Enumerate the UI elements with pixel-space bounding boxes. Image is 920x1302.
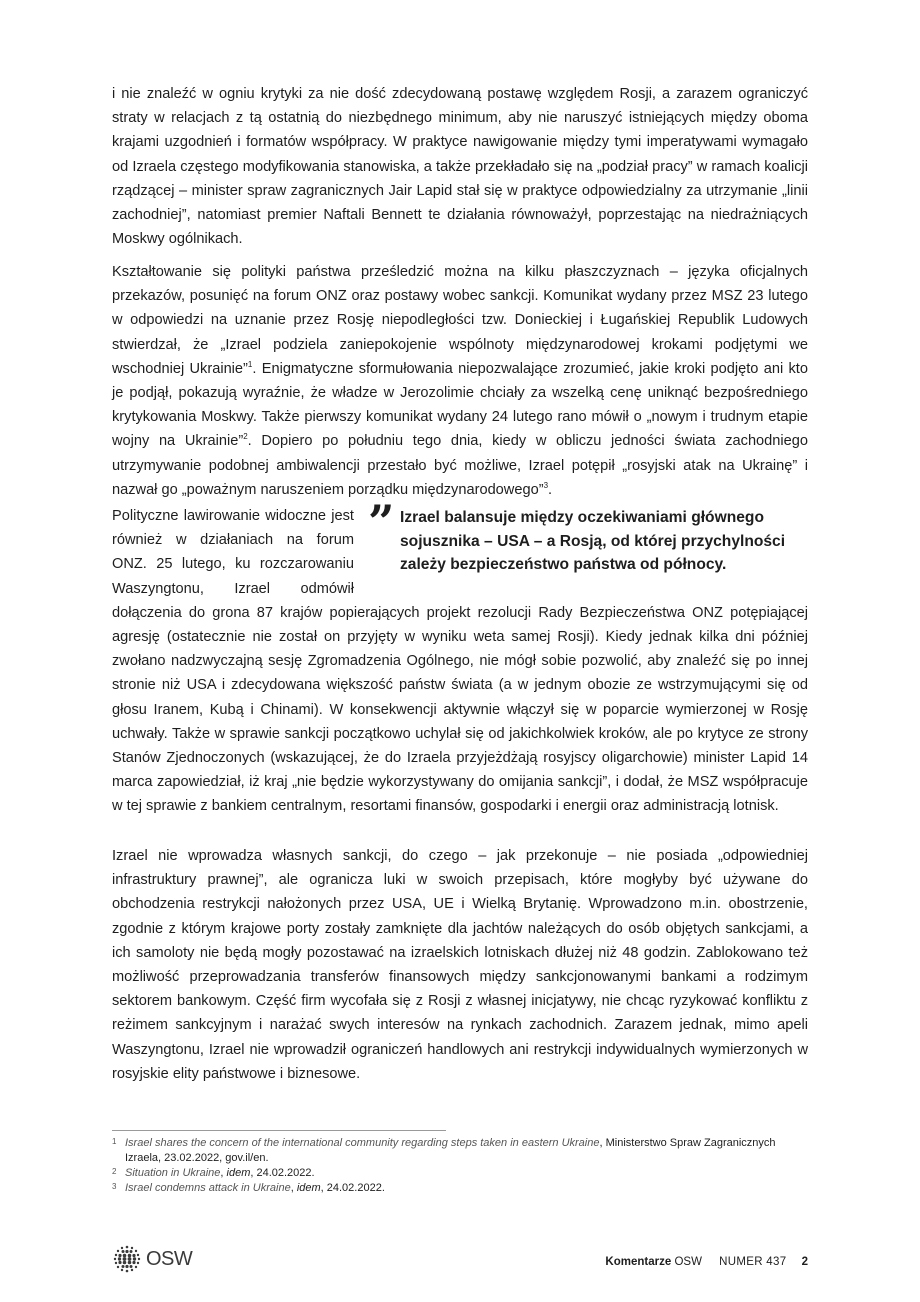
page-footer	[112, 1240, 808, 1280]
series-name-suffix: OSW	[674, 1256, 702, 1268]
footer-publication-info	[605, 1256, 808, 1268]
quote-mark-icon: ”	[368, 495, 389, 549]
footnote-number: 1	[112, 1137, 117, 1146]
footnote-date: , 24.02.2022.	[320, 1182, 385, 1194]
footnote-date: , 24.02.2022.	[250, 1167, 315, 1179]
footnote-ref-2[interactable]: 2	[243, 432, 248, 442]
footnote-idem: idem	[226, 1167, 251, 1179]
footnote-idem: idem	[296, 1182, 321, 1194]
footnote-3	[112, 1181, 808, 1196]
issue-number: NUMER 437	[719, 1256, 787, 1268]
footnote-source: , Ministerstwo Spraw Zagranicznych Izraela, 23.02.2022, gov.il/en.	[125, 1137, 776, 1164]
footnote-ref-3[interactable]: 3	[543, 480, 549, 490]
footnote-ref-1[interactable]: 1	[247, 359, 253, 369]
pull-quote	[368, 495, 808, 600]
paragraph-3-block	[112, 495, 808, 819]
paragraph-3: Polityczne lawirowanie widoczne jest również w działaniach na forum ONZ. 25 lutego, ku rozczarowaniu Waszyngtonu, Izrael odmówił dołączenia do grona 87 krajów popierających projekt rezolucji Rady Bezpieczeństwa ONZ potępiającej agresję (ostatecznie nie został on przyjęty w wyniku weta samej Rosji). Kiedy jednak kilka dni później zwołano nadzwyczajną sesję Zgromadzenia Ogólnego, nie mógł sobie pozwolić, aby znaleźć się po innej stronie niż USA i zdecydowana większość państw świata (a w jednym obozie ze wstrzymującymi się od głosu Iranem, Kubą i Chinami). W konsekwencji aktywnie włączył się w poparcie wymierzonej w Rosję uchwały. Także w sprawie sankcji początkowo uchylał się od jakichkolwiek kroków, ale po krytyce ze strony Stanów Zjednoczonych (wskazującej, że do Izraela przyjeżdżają rosyjscy oligarchowie) minister Lapid 14 marca zapowiedział, iż kraj „nie będzie wykorzystywany do omijania sankcji”, i dodał, że MSZ współpracuje w tej sprawie z bankiem centralnym, resortami finansów, gospodarki i energii oraz administracją lotnisk.	[112, 508, 808, 815]
page-number: 2	[801, 1256, 808, 1268]
footnote-number: 3	[112, 1182, 117, 1191]
series-name: Komentarze	[605, 1256, 672, 1268]
footnote-2	[112, 1166, 808, 1181]
logo-text: OSW	[146, 1247, 193, 1270]
footnote-divider	[112, 1130, 446, 1131]
osw-logo[interactable]	[112, 1244, 192, 1274]
paragraph-2	[112, 260, 808, 502]
paragraph-2-part-a: Kształtowanie się polityki państwa prześledzić można na kilku płaszczyznach – języka oficjalnych przekazów, posunięć na forum ONZ oraz postawy wobec sankcji. Komunikat wydany przez MSZ 23 lutego w odpowiedzi na uznanie przez Rosję niepodległości tzw. Donieckiej i Ługańskiej Republik Ludowych stwierdzał, że „Izrael podziela zaniepokojenie wspólnoty międzynarodowej krokami podjętymi we wschodniej Ukrainie”	[112, 264, 808, 377]
footnote-separator: ,	[220, 1167, 227, 1179]
footnote-title: Israel condemns attack in Ukraine	[125, 1182, 291, 1194]
footnote-1	[112, 1136, 808, 1166]
paragraph-1: i nie znaleźć w ogniu krytyki za nie dość zdecydowaną postawę względem Rosji, a zarazem ograniczyć straty w relacjach z tą ostatnią do niezbędnego minimum, aby nie naruszyć istniejących między oboma krajami uzgodnień i formatów współpracy. W praktyce nawigowanie między tymi imperatywami wymagało od Izraela częstego modyfikowania stanowiska, a także przekładało się na „podział pracy” w ramach koalicji rządzącej – minister spraw zagranicznych Jair Lapid stał się w praktyce odpowiedzialny za utrzymanie „linii zachodniej”, natomiast premier Naftali Bennett te działania równoważył, poprzestając na niedrażniących Moskwy ogólnikach.	[112, 86, 808, 248]
paragraph-2-part-d: .	[548, 481, 553, 498]
footnotes	[112, 1136, 808, 1196]
paragraph-4: Izrael nie wprowadza własnych sankcji, do czego – jak przekonuje – nie posiada „odpowiedniej infrastruktury prawnej”, ale ogranicza luki w swoich przepisach, które mogłyby być używane do obchodzenia restrykcji nałożonych przez USA, UE i Wielką Brytanię. Wprowadzono m.in. obostrzenie, zgodnie z którym krajowe porty zostały zamknięte dla jachtów należących do osób objętych sankcjami, a ich samoloty nie będą mogły pozostawać na izraelskich lotniskach dłużej niż 48 godzin. Zablokowano też możliwość przeprowadzania transferów finansowych między sankcjonowanymi bankami a rodzimym sektorem bankowym. Część firm wycofała się z Rosji z własnej inicjatywy, nie chcąc ryzykować konfliktu z reżimem sankcyjnym i narażać swych interesów na rynkach zachodnich. Zarazem jednak, mimo apeli Waszyngtonu, Izrael nie wprowadził ograniczeń handlowych ani restrykcji indywidualnych wymierzonych w rosyjskie elity państwowe i biznesowe.	[112, 848, 808, 1082]
globe-dots-icon	[112, 1244, 142, 1274]
footnote-title: Situation in Ukraine	[125, 1167, 221, 1179]
footnote-separator: ,	[290, 1182, 297, 1194]
footnote-number: 2	[112, 1167, 117, 1176]
paragraph-2-part-b: . Enigmatyczne sformułowania niepozwalające zrozumieć, jakie kroki podjęto ani kto je podjął, pokazują wyraźnie, że władze w Jerozolimie chciały za wszelką cenę uniknąć bezpośredniego krytykowania Moskwy. Także pierwszy komunikat wydany 24 lutego rano mówił o „nowym i trudnym etapie wojny na Ukrainie”	[112, 360, 808, 450]
footnote-title: Israel shares the concern of the international community regarding steps taken in eastern Ukraine	[125, 1137, 600, 1149]
paragraph-2-part-c: . Dopiero po południu tego dnia, kiedy w obliczu jedności świata zachodniego utrzymywanie podobnej ambiwalencji przestało być możliwe, Izrael potępił „rosyjski atak na Ukrainę” i nazwał go „poważnym naruszeniem porządku międzynarodowego”	[112, 433, 808, 498]
pull-quote-text: Izrael balansuje między oczekiwaniami głównego sojusznika – USA – a Rosją, od której przychylności zależy bezpieczeństwo państwa od północy.	[400, 509, 786, 574]
